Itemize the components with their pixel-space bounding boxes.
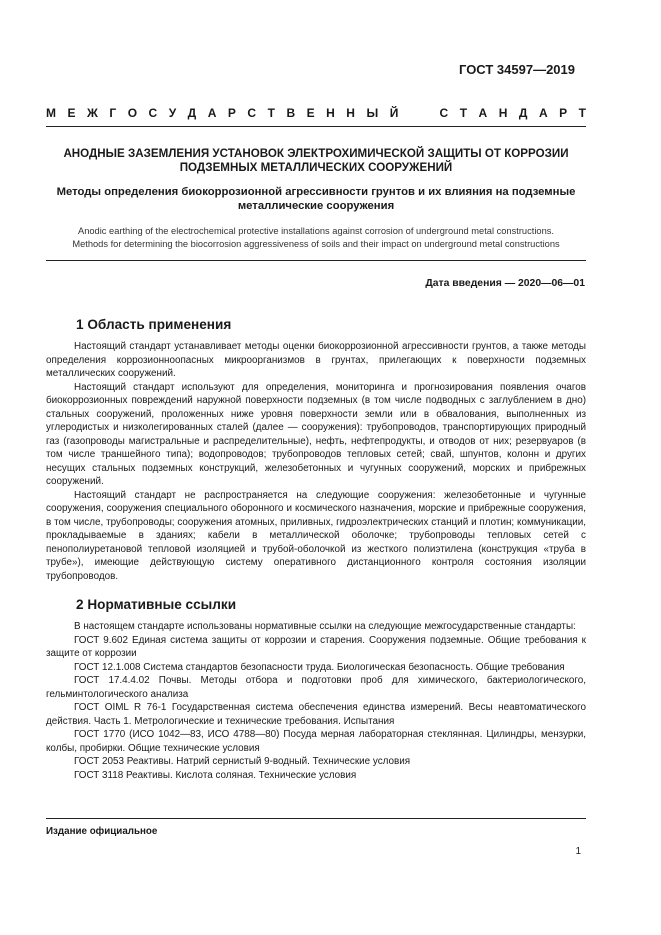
section-2-heading: 2 Нормативные ссылки (76, 597, 237, 612)
banner-letter: С (247, 106, 257, 120)
banner-letter: Е (67, 106, 76, 120)
banner-letter: О (127, 106, 138, 120)
paragraph: Настоящий стандарт не распространяется на следующие сооружения: железобетонные и чугунные сооружения, сооружения специального оборонного и космического назначения, морские и прибрежные сооружения, в том числе, трубопроводы; сооружения атомных, приливных, гидроэлектрических станций и плотин; коммуникации, прокладываемые в зданиях; кабели в металлической оболочке; трубопроводы тепловых сетей с пенополиуретановой тепловой изоляцией и трубой-оболочкой из жесткого полиэтилена (конструкция «труба в трубе»), имеющие действующую систему оперативного дистанционного контроля состояния изоляции трубопроводов. (46, 489, 586, 582)
document-subtitle (46, 185, 586, 213)
banner-letter: А (538, 106, 548, 120)
banner-letter: У (168, 106, 177, 120)
reference-item: ГОСТ OIML R 76-1 Государственная система обеспечения единства измерений. Весы неавтоматического действия. Часть 1. Метрологические и технические требования. Испытания (46, 702, 586, 727)
reference-item: ГОСТ 2053 Реактивы. Натрий сернистый 9-водный. Технические условия (74, 756, 411, 767)
introduction-date: Дата введения — 2020—06—01 (425, 278, 585, 289)
banner-letter: Т (459, 106, 468, 120)
reference-item: ГОСТ 3118 Реактивы. Кислота соляная. Технические условия (74, 769, 357, 781)
reference-item: ГОСТ 12.1.008 Система стандартов безопасности труда. Биологическая безопасность. Общие требования (74, 661, 565, 673)
banner-letter: Ж (87, 106, 98, 120)
subtitle-line-2: металлические сооружения (237, 200, 395, 212)
banner-letter: М (46, 106, 56, 120)
banner-letter: Е (306, 106, 315, 120)
paragraph: Настоящий стандарт используют для определения, мониторинга и прогнозирования появления очагов биокоррозионных повреждений наружной поверхности подземных (в том числе подводных с заглублением в дно) стальных сооружений, проложенных ниже уровня поверхности земли или в обвалования, выполненных из углеродистых и низколегированных сталей (далее — сооружения): трубопроводов, транспортирующих природный газ (газопроводы магистральные и распределительные), нефть, нефтепродукты, и отводов от них; резервуаров (в том числе траншейного типа); водопроводов; трубопроводов тепловых сетей; свай, шпунтов, колонн и других несущих стальных подземных конструкций, железобетонных и чугунных сооружений, морских и прибрежных сооружений. (46, 381, 586, 487)
section-1-body (46, 340, 586, 583)
banner-letter: Р (559, 106, 568, 120)
page-number: 1 (575, 846, 581, 857)
edition-label: Издание официальное (46, 826, 158, 837)
banner-letter: Д (518, 106, 528, 120)
reference-item: ГОСТ 17.4.4.02 Почвы. Методы отбора и подготовки проб для химического, бактериологического, гельминтологического анализа (46, 675, 586, 700)
reference-item: ГОСТ 1770 (ИСО 1042—83, ИСО 4788—80) Посуда мерная лабораторная стеклянная. Цилиндры, мензурки, колбы, пробирки. Общие технические условия (46, 729, 586, 754)
banner-letter: Д (187, 106, 197, 120)
interstate-standard-banner (46, 106, 586, 120)
banner-letter: А (207, 106, 217, 120)
footer-divider (46, 818, 586, 819)
section-2-body (46, 620, 586, 782)
english-title-line-1: Anodic earthing of the electrochemical protective installations against corrosion of underground metal constructions. (78, 226, 554, 236)
banner-letter (410, 106, 413, 120)
banner-letter: С (439, 106, 449, 120)
title-divider (46, 260, 586, 261)
paragraph: В настоящем стандарте использованы нормативные ссылки на следующие межгосударственные стандарты: (74, 621, 576, 632)
title-line-2: ПОДЗЕМНЫХ МЕТАЛЛИЧЕСКИХ СООРУЖЕНИЙ (179, 161, 453, 174)
title-line-1: АНОДНЫЕ ЗАЗЕМЛЕНИЯ УСТАНОВОК ЭЛЕКТРОХИМИЧЕСКОЙ ЗАЩИТЫ ОТ КОРРОЗИИ (63, 147, 569, 160)
banner-letter: Н (498, 106, 508, 120)
banner-letter: Т (578, 106, 586, 120)
banner-letter: Г (109, 106, 117, 120)
reference-item: ГОСТ 9.602 Единая система защиты от коррозии и старения. Сооружения подземные. Общие требования к защите от коррозии (46, 634, 586, 659)
banner-letter: Т (267, 106, 275, 120)
banner-letter: Ы (366, 106, 379, 120)
banner-letter: Й (389, 106, 399, 120)
banner-letter (425, 106, 428, 120)
banner-letter: Н (346, 106, 355, 120)
banner-letter: Р (227, 106, 236, 120)
standard-number: ГОСТ 34597—2019 (459, 62, 575, 77)
banner-letter: С (148, 106, 158, 120)
top-divider (46, 126, 586, 127)
banner-letter: А (478, 106, 488, 120)
banner-letter: В (286, 106, 296, 120)
section-1-heading: 1 Область применения (76, 317, 232, 332)
english-title (46, 225, 586, 251)
subtitle-line-1: Методы определения биокоррозионной агрессивности грунтов и их влияния на подземные (56, 186, 576, 198)
document-title (46, 147, 586, 175)
paragraph: Настоящий стандарт устанавливает методы оценки биокоррозионной агрессивности грунтов, а также методы определения коррозионноопасных микроорганизмов в грунтах, прилегающих к поверхности подземных металлических сооружений. (46, 341, 586, 379)
english-title-line-2: Methods for determining the biocorrosion aggressiveness of soils and their impact on underground metal constructions (72, 239, 560, 249)
banner-letter: Н (326, 106, 335, 120)
